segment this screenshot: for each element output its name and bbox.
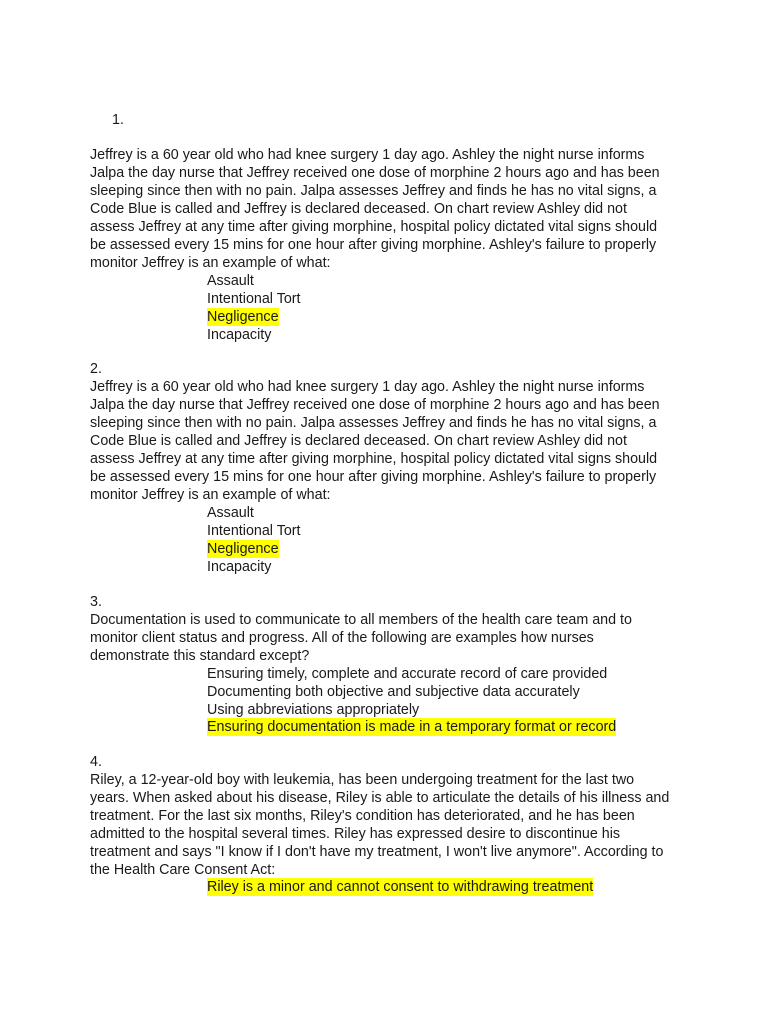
question-3-highlighted-answer: Ensuring documentation is made in a temporary format or record <box>207 719 617 735</box>
question-3-stem-line: Documentation is used to communicate to all members of the health care team and to <box>90 612 632 628</box>
question-3-option: Ensuring timely, complete and accurate record of care provided <box>207 666 608 682</box>
question-2-option: Incapacity <box>207 559 272 575</box>
question-2-option: Assault <box>207 505 254 521</box>
question-4-stem-line: treatment. For the last six months, Riley's condition has deteriorated, and he has been <box>90 808 635 824</box>
question-4-stem-line: treatment and says "I know if I don't have my treatment, I won't live anymore". According to <box>90 844 664 860</box>
question-4-stem-line: admitted to the hospital several times. Riley has expressed desire to discontinue his <box>90 826 621 842</box>
question-1-option: Assault <box>207 273 254 289</box>
question-1-stem-line: be assessed every 15 mins for one hour after giving morphine. Ashley's failure to properly <box>90 237 657 253</box>
question-3-stem-line: demonstrate this standard except? <box>90 648 310 664</box>
question-2-stem-line: monitor Jeffrey is an example of what: <box>90 487 331 503</box>
question-4-number: 4. <box>90 754 102 770</box>
question-4-stem-line: the Health Care Consent Act: <box>90 862 276 878</box>
question-1-stem-line: assess Jeffrey at any time after giving morphine, hospital policy dictated vital signs should <box>90 219 658 235</box>
question-1-option: Intentional Tort <box>207 291 301 307</box>
question-3-option: Documenting both objective and subjective data accurately <box>207 684 580 700</box>
question-2-highlighted-answer: Negligence <box>207 541 279 557</box>
question-3-number: 3. <box>90 594 102 610</box>
question-3-stem-line: monitor client status and progress. All of the following are examples how nurses <box>90 630 594 646</box>
question-1-stem-line: Jalpa the day nurse that Jeffrey received one dose of morphine 2 hours ago and has been <box>90 165 660 181</box>
question-2-stem-line: assess Jeffrey at any time after giving morphine, hospital policy dictated vital signs should <box>90 451 658 467</box>
question-2-stem-line: Jalpa the day nurse that Jeffrey received one dose of morphine 2 hours ago and has been <box>90 397 660 413</box>
question-1-stem-line: Jeffrey is a 60 year old who had knee surgery 1 day ago. Ashley the night nurse informs <box>90 147 645 163</box>
question-1-stem-line: Code Blue is called and Jeffrey is declared deceased. On chart review Ashley did not <box>90 201 627 217</box>
question-1-stem-line: sleeping since then with no pain. Jalpa assesses Jeffrey and finds he has no vital signs, a <box>90 183 657 199</box>
question-2-stem-line: be assessed every 15 mins for one hour after giving morphine. Ashley's failure to properly <box>90 469 657 485</box>
question-2-number: 2. <box>90 361 102 377</box>
question-4-stem-line: years. When asked about his disease, Riley is able to articulate the details of his illness and <box>90 790 670 806</box>
question-1-highlighted-answer: Negligence <box>207 309 279 325</box>
question-2-stem-line: Code Blue is called and Jeffrey is declared deceased. On chart review Ashley did not <box>90 433 627 449</box>
question-1-stem-line: monitor Jeffrey is an example of what: <box>90 255 331 271</box>
question-1-number: 1. <box>112 112 124 128</box>
question-1-option: Incapacity <box>207 327 272 343</box>
question-4-stem-line: Riley, a 12-year-old boy with leukemia, has been undergoing treatment for the last two <box>90 772 635 788</box>
question-4-highlighted-answer: Riley is a minor and cannot consent to withdrawing treatment <box>207 879 594 895</box>
question-2-stem-line: sleeping since then with no pain. Jalpa assesses Jeffrey and finds he has no vital signs, a <box>90 415 657 431</box>
question-3-option: Using abbreviations appropriately <box>207 702 420 718</box>
question-2-stem-line: Jeffrey is a 60 year old who had knee surgery 1 day ago. Ashley the night nurse informs <box>90 379 645 395</box>
question-2-option: Intentional Tort <box>207 523 301 539</box>
